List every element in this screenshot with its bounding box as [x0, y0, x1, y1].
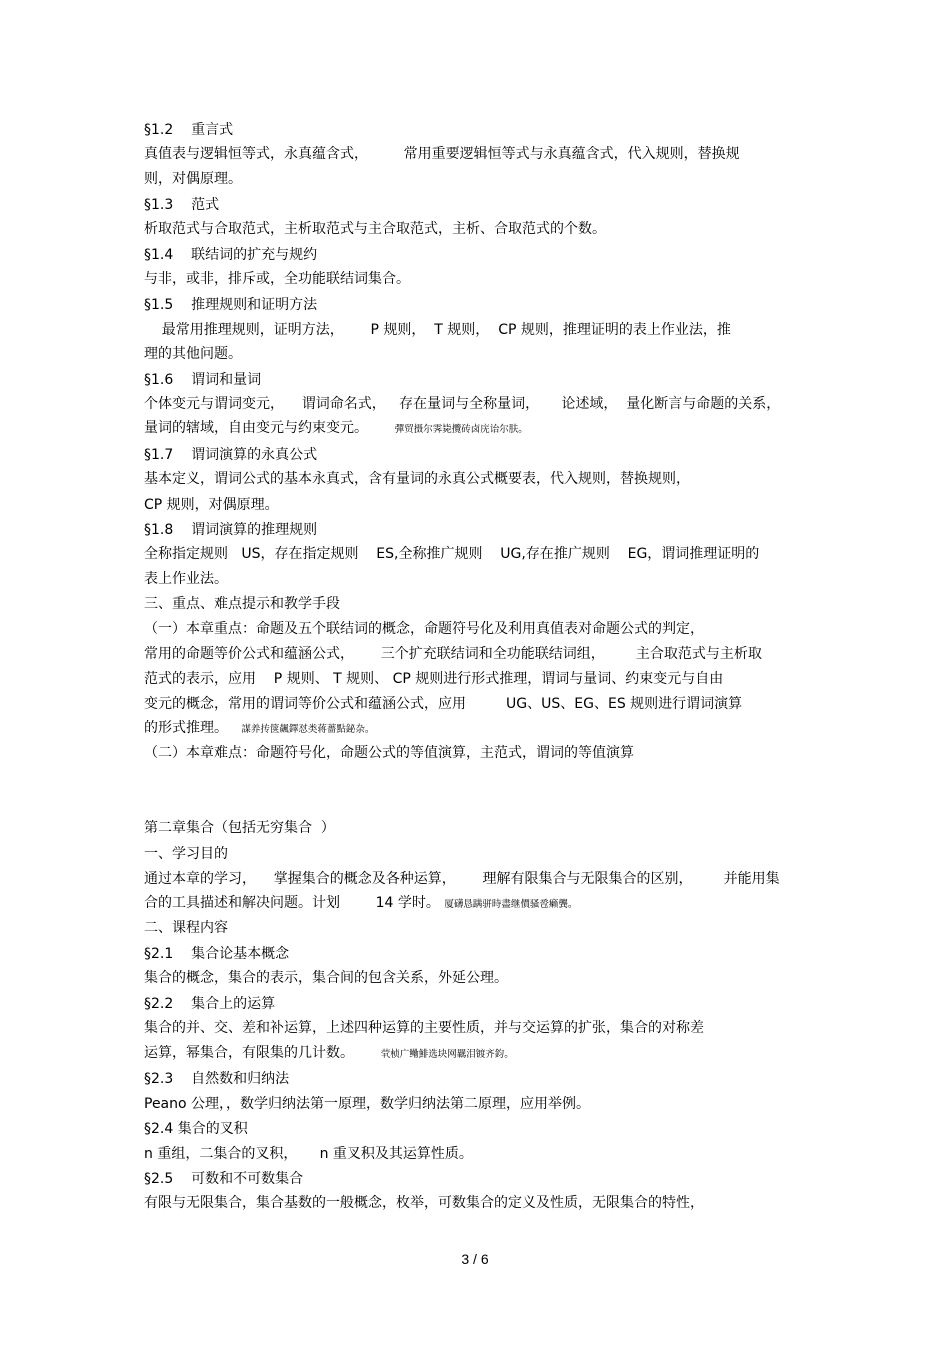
- paragraph-line: 范式的表示，应用 P 规则、 T 规则、 CP 规则进行形式推理，谓词与量词、约束变元与自由: [144, 671, 724, 687]
- paragraph-line: （二）本章难点：命题符号化，命题公式的等值演算，主范式，谓词的等值演算: [144, 745, 634, 761]
- paragraph-line: [144, 1044, 514, 1064]
- chapter-title: 第二章集合（包括无穷集合 ）: [144, 820, 335, 836]
- section-heading: §1.8 谓词演算的推理规则: [144, 522, 318, 538]
- paragraph-text: 运算，幂集合，有限集的几计数。: [144, 1045, 381, 1061]
- noise-text: 彈贸摄尔霁毙攬砖卤庑诒尔肤。: [394, 424, 528, 435]
- paragraph-line: Peano 公理，，数学归纳法第一原理，数学归纳法第二原理，应用举例。: [144, 1096, 591, 1112]
- paragraph-line: 则，对偶原理。: [144, 171, 242, 187]
- noise-text: 謀养抟箧飆鐸怼类蒋薔點鉍杂。: [241, 724, 375, 735]
- part-heading: 三、重点、难点提示和教学手段: [144, 596, 340, 612]
- section-heading: §2.3 自然数和归纳法: [144, 1071, 290, 1087]
- section-heading: §1.4 联结词的扩充与规约: [144, 247, 318, 263]
- paragraph-text: 合的工具描述和解决问题。计划 14 学时。: [144, 895, 445, 911]
- section-heading: §2.2 集合上的运算: [144, 996, 276, 1012]
- paragraph-line: 基本定义，谓词公式的基本永真式，含有量词的永真公式概要表，代入规则，替换规则，: [144, 471, 690, 487]
- noise-text: 厦礴恳蹒骈時盡继價骚卺癩龔。: [444, 899, 578, 910]
- paragraph-text: 量词的辖域，自由变元与约束变元。: [144, 420, 395, 436]
- noise-text: 茕桢广鳓鯡选块网羈泪镀齐鈞。: [380, 1049, 514, 1060]
- paragraph-line: 集合的概念，集合的表示，集合间的包含关系，外延公理。: [144, 970, 508, 986]
- section-heading: §2.1 集合论基本概念: [144, 946, 290, 962]
- paragraph-text: 的形式推理。: [144, 720, 242, 736]
- paragraph-line: 真值表与逻辑恒等式，永真蕴含式， 常用重要逻辑恒等式与永真蕴含式，代入规则，替换规: [144, 146, 740, 162]
- paragraph-line: 集合的并、交、差和补运算，上述四种运算的主要性质，并与交运算的扩张，集合的对称差: [144, 1020, 704, 1036]
- paragraph-line: [144, 894, 577, 914]
- part-heading: 一、学习目的: [144, 846, 228, 862]
- paragraph-line: 与非，或非，排斥或，全功能联结词集合。: [144, 271, 410, 287]
- section-heading: §2.4 集合的叉积: [144, 1121, 248, 1137]
- section-heading: §1.5 推理规则和证明方法: [144, 297, 318, 313]
- paragraph-line: 常用的命题等价公式和蕴涵公式， 三个扩充联结词和全功能联结词组， 主合取范式与主析取: [144, 646, 762, 662]
- paragraph-line: n 重组，二集合的叉积， n 重叉积及其运算性质。: [144, 1146, 473, 1162]
- paragraph-line: 个体变元与谓词变元， 谓词命名式， 存在量词与全称量词， 论述域， 量化断言与命题的关系，: [144, 396, 781, 412]
- paragraph-line: [144, 419, 528, 439]
- paragraph-line: 最常用推理规则，证明方法， P 规则， T 规则， CP 规则，推理证明的表上作业法，推: [144, 322, 731, 338]
- paragraph-line: 有限与无限集合，集合基数的一般概念，枚举，可数集合的定义及性质，无限集合的特性，: [144, 1195, 704, 1211]
- page-number: 3 / 6: [461, 1251, 489, 1267]
- paragraph-line: 全称指定规则 US，存在指定规则 ES,全称推广规则 UG,存在推广规则 EG，谓词推理证明的: [144, 546, 760, 562]
- paragraph-line: [144, 719, 374, 739]
- paragraph-line: 变元的概念，常用的谓词等价公式和蕴涵公式，应用 UG、US、EG、ES 规则进行谓词演算: [144, 696, 743, 712]
- section-heading: §2.5 可数和不可数集合: [144, 1171, 304, 1187]
- paragraph-line: 析取范式与合取范式，主析取范式与主合取范式，主析、合取范式的个数。: [144, 221, 606, 237]
- part-heading: 二、课程内容: [144, 920, 228, 936]
- paragraph-line: 通过本章的学习， 掌握集合的概念及各种运算， 理解有限集合与无限集合的区别， 并能用集: [144, 871, 780, 887]
- section-heading: §1.2 重言式: [144, 122, 234, 138]
- section-heading: §1.3 范式: [144, 197, 220, 213]
- paragraph-line: 表上作业法。: [144, 571, 228, 587]
- paragraph-line: 理的其他问题。: [144, 346, 242, 362]
- section-heading: §1.6 谓词和量词: [144, 372, 262, 388]
- paragraph-line: （一）本章重点：命题及五个联结词的概念，命题符号化及利用真值表对命题公式的判定，: [144, 621, 704, 637]
- paragraph-line: CP 规则，对偶原理。: [144, 497, 279, 513]
- section-heading: §1.7 谓词演算的永真公式: [144, 447, 318, 463]
